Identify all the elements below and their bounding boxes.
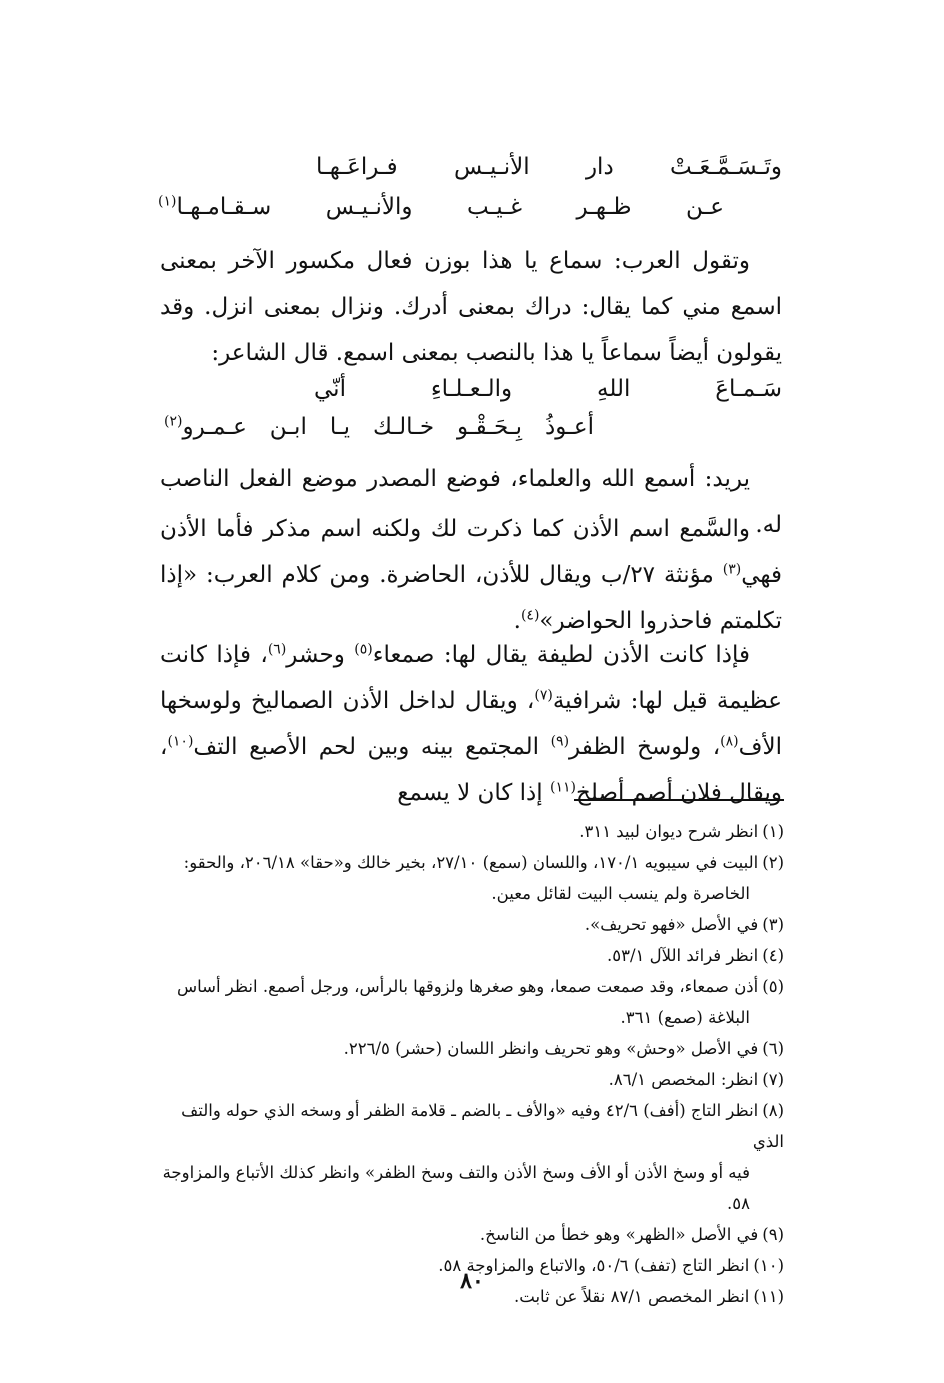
footnote-ref: (٥) <box>354 641 373 658</box>
verse-2-first-half <box>314 372 782 406</box>
verse-word: والـعـلـاءِ <box>430 376 513 402</box>
footnote-number: (١٠) <box>753 1256 784 1275</box>
verse-word: يـا <box>329 414 350 440</box>
paragraph-3 <box>160 506 782 644</box>
paragraph-text: مؤنثة ٢٧/ب ويقال للأذن، الحاضرة. ومن كلام العرب: «إذا تكلمتم فاحذروا الحواضر» <box>160 562 782 634</box>
paragraph-4 <box>160 632 782 816</box>
footnote-text: البيت في سيبويه ١٧٠/١، واللسان (سمع) ٢٧/١٠، بخير خالك و«حقا» ٢٠٦/١٨، والحقو: <box>183 853 759 872</box>
paragraph-text: ، ولوسخ الظفر <box>569 734 721 760</box>
footnote-text: في الأصل «الظهر» وهو خطأ من الناسخ. <box>479 1225 759 1244</box>
paragraph-text: وتقول العرب: سماع يا هذا بوزن فعال مكسور الآخر بمعنى اسمع مني كما يقال: دراك بمعنى أدرك. ونزال بمعنى انزل. وقد يقولون أيضاً سماعاً يا هذا بالنصب بمعنى اسمع. قال الشاعر: <box>160 248 782 366</box>
paragraph-text: وحشر <box>286 642 355 668</box>
paragraph-text: فإذا كانت الأذن لطيفة يقال لها: صمعاء <box>372 642 750 668</box>
footnote-number: (٦) <box>762 1039 784 1058</box>
footnote-text: انظر المخصص ٨٧/١ نقلاً عن ثابت. <box>514 1287 750 1306</box>
paragraph-text: ، ويقال لداخل الأذن الصماليخ ولوسخها الأف <box>160 688 782 760</box>
verse-word: اللهِ <box>597 376 631 402</box>
verse-word: خـالـك <box>372 414 435 440</box>
footnote-text: انظر فرائد اللآل ٥٣/١. <box>607 946 759 965</box>
footnote <box>160 847 784 909</box>
footnote-number: (٢) <box>762 853 784 872</box>
footnote-text: أذن صمعاء، وقد صمعت صمعا، وهو صغرها ولزوقها بالرأس، ورجل أصمع. انظر أساس <box>176 977 759 996</box>
footnote-number: (٤) <box>762 946 784 965</box>
footnote <box>160 940 784 971</box>
footnote <box>160 816 784 847</box>
paragraph-text: ، ويقال فلان أصم أصلخ <box>160 734 782 806</box>
footnotes <box>160 816 784 1312</box>
footnote-continuation: الخاصرة ولم ينسب البيت لقائل معين. <box>491 884 750 903</box>
verse-word: سَـمـاعَ <box>715 376 782 402</box>
paragraph-text: المجتمع بينه وبين لحم الأصبع التف <box>193 734 551 760</box>
footnote-continuation: البلاغة (صمع) ٣٦١. <box>620 1008 750 1027</box>
verse-word: دار <box>585 154 614 180</box>
paragraph-1 <box>160 238 782 376</box>
footnote-number: (١) <box>762 822 784 841</box>
footnote-text: انظر شرح ديوان لبيد ٣١١. <box>579 822 759 841</box>
footnote-number: (٩) <box>762 1225 784 1244</box>
footnote-ref: (١٠) <box>167 733 194 750</box>
footnote-number: (٥) <box>762 977 784 996</box>
verse-word: فـراعَـهـا <box>316 154 398 180</box>
verse-1-first-half <box>316 150 782 184</box>
verse-word: ظـهـر <box>576 194 632 220</box>
footnote-text: في الأصل «فهو تحريف». <box>584 915 759 934</box>
verse-word-text: عـمـرو <box>182 414 247 440</box>
footnote <box>160 1033 784 1064</box>
verse-word: ابـن <box>269 414 307 440</box>
verse-2-second-half <box>164 410 594 444</box>
footnote-text: انظر التاج (أفف) ٤٢/٦ وفيه «والأف ـ بالضم ـ قلامة الظفر أو وسخه الذي حوله والتف الذي <box>181 1101 784 1151</box>
footnote <box>160 1095 784 1219</box>
footnote-text: انظر التاج (تفف) ٥٠/٦، والاتباع والمزاوجة ٥٨. <box>438 1256 750 1275</box>
verse-word-text: سـقـامـهـا <box>176 194 272 220</box>
footnote-ref: (٤) <box>520 607 540 624</box>
footnote <box>160 1064 784 1095</box>
verse-word <box>164 410 247 444</box>
paragraph-text: والسَّمع اسم الأذن كما ذكرت لك ولكنه اسم مذكر فأما الأذن فهي <box>160 516 783 588</box>
paragraph-text: يريد: أسمع الله والعلماء، فوضع المصدر موضع الفعل الناصب له. <box>160 466 782 538</box>
verse-word: أعـوذُ <box>545 414 594 440</box>
footnote-ref: (٨) <box>720 733 739 750</box>
verse-word: والأنـيـس <box>325 194 413 220</box>
footnote-ref: (٩) <box>550 733 570 750</box>
footnote <box>160 909 784 940</box>
verse-word: عـن <box>686 194 724 220</box>
footnote-number: (٣) <box>762 915 784 934</box>
page-number: ٨٠ <box>460 1268 484 1294</box>
footnote-ref: (٧) <box>534 687 553 704</box>
verse-word: بِـحَـقْـو <box>457 414 523 440</box>
footnote-ref: (٦) <box>267 641 287 658</box>
footnote-number: (٧) <box>762 1070 784 1089</box>
footnote-separator <box>574 799 784 801</box>
footnote-number: (١١) <box>753 1287 784 1306</box>
verse-word: أنّي <box>314 376 346 402</box>
footnote-number: (٨) <box>762 1101 784 1120</box>
footnote-text: انظر: المخصص ٨٦/١. <box>608 1070 759 1089</box>
footnote <box>160 971 784 1033</box>
paragraph-text: . <box>513 608 521 634</box>
footnote-ref: (١١) <box>550 779 576 796</box>
verse-word: وتَـسَـمَّـعَـتْ <box>670 154 782 180</box>
footnote-ref: (٣) <box>722 561 742 578</box>
verse-1-second-half <box>158 190 724 224</box>
paragraph-text: ، فإذا كانت عظيمة قيل لها: شرافية <box>160 642 782 714</box>
footnote <box>160 1219 784 1250</box>
verse-word: الأنـيـس <box>453 154 530 180</box>
footnote-ref: (١) <box>158 193 177 210</box>
footnote-ref: (٢) <box>164 413 183 430</box>
paragraph-text: إذا كان لا يسمع <box>397 780 550 806</box>
footnote-continuation: فيه أو وسخ الأذن أو الأف وسخ الأذن والتف وسخ الظفر» وانظر كذلك الأتباع والمزاوجة ٥٨. <box>162 1163 750 1213</box>
verse-word <box>158 190 271 224</box>
footnote-text: في الأصل «وحش» وهو تحريف وانظر اللسان (حشر) ٢٢٦/٥. <box>343 1039 759 1058</box>
verse-word: غـيـب <box>466 194 522 220</box>
